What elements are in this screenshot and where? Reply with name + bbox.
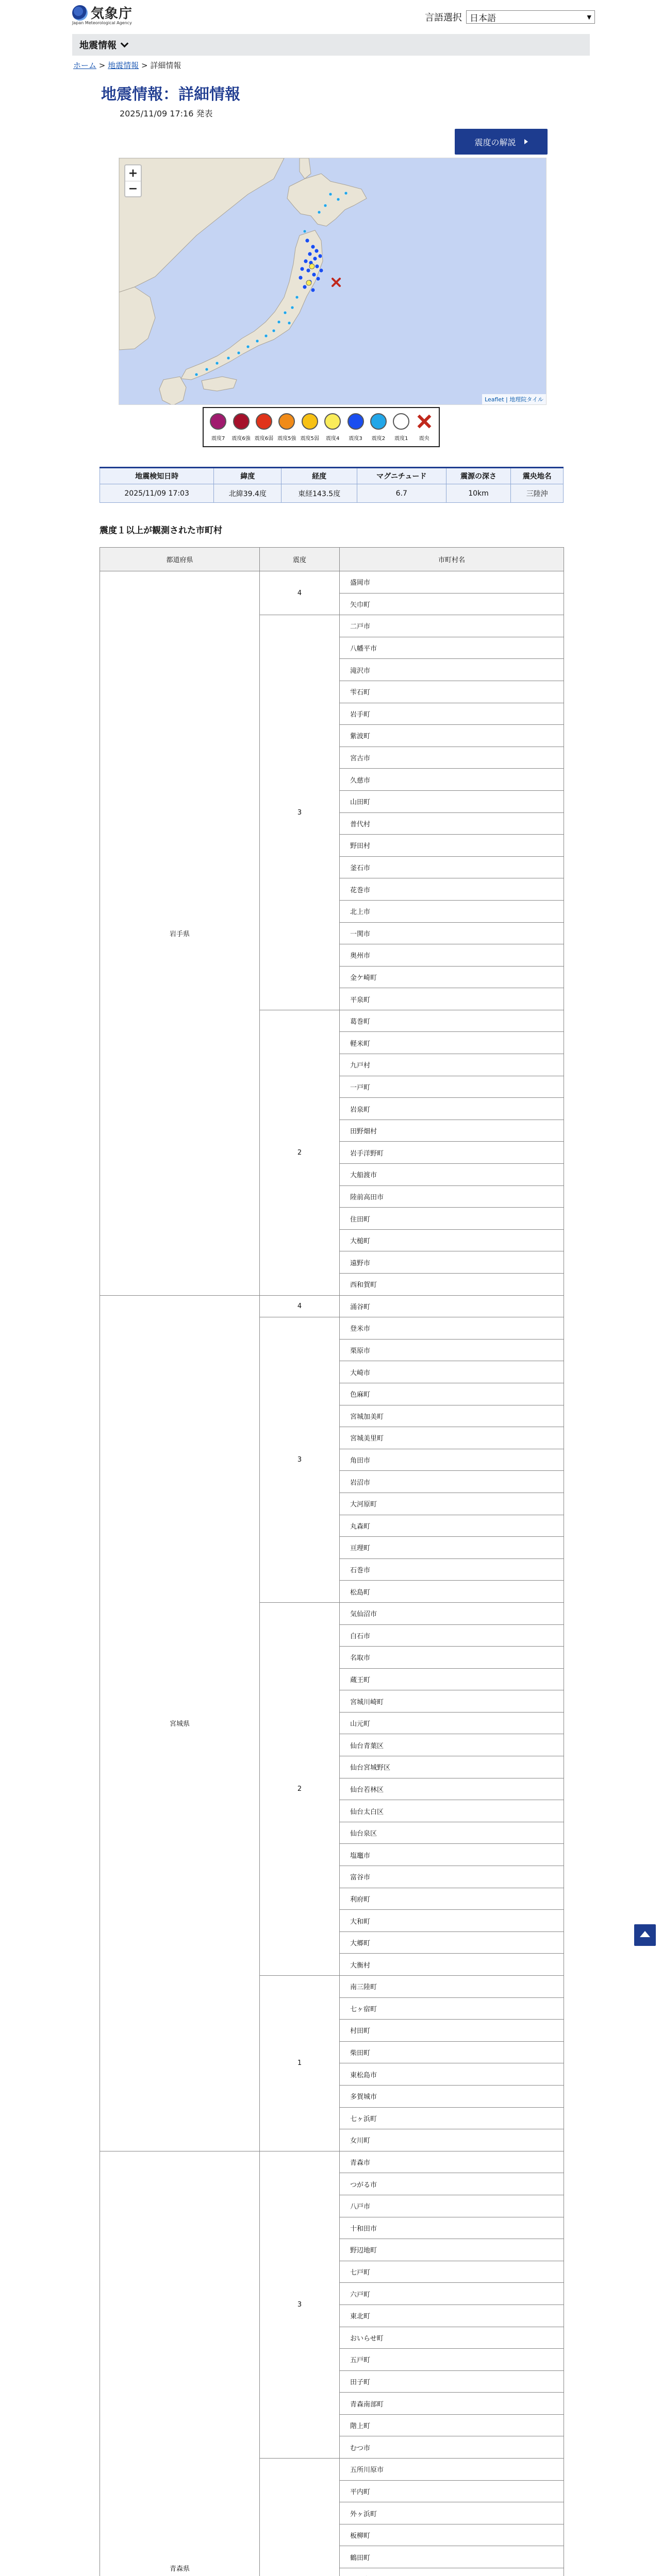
hokkaido-landmass	[287, 174, 367, 226]
municipality-cell: 東北町	[340, 2304, 564, 2327]
municipality-cell: つがる市	[340, 2173, 564, 2195]
intensity-cell: 4	[260, 571, 340, 615]
published-date: 2025/11/09 17:16 発表	[120, 109, 213, 118]
municipality-cell: 塩竈市	[340, 1844, 564, 1866]
intensity-cell: 3	[260, 1317, 340, 1603]
municipality-cell: 大和町	[340, 1910, 564, 1932]
municipality-cell: 花巻市	[340, 878, 564, 901]
legend-item	[345, 413, 366, 442]
intensity-legend	[203, 407, 440, 447]
municipality-cell: 多賀城市	[340, 2085, 564, 2107]
municipality-cell: 七戸町	[340, 2261, 564, 2283]
legend-item	[231, 413, 252, 442]
legend-swatch	[210, 413, 226, 430]
municipality-cell: 宮城美里町	[340, 1427, 564, 1449]
chevron-down-icon	[121, 39, 129, 47]
municipality-cell: 遠野市	[340, 1251, 564, 1274]
intensity-cell: 2	[260, 1602, 340, 1975]
prefecture-cell: 宮城県	[100, 1295, 260, 2151]
summary-header-cell: 震源の深さ	[446, 468, 511, 484]
legend-label: 震度1	[394, 435, 408, 442]
legend-label: 震度6弱	[254, 435, 274, 442]
municipality-cell: 田子町	[340, 2370, 564, 2393]
city-header-cell: 市町村名	[340, 548, 564, 571]
table-row	[100, 571, 564, 594]
municipality-cell: 雫石町	[340, 681, 564, 703]
municipality-cell: 仙台泉区	[340, 1822, 564, 1844]
municipality-cell: 釜石市	[340, 856, 564, 878]
municipality-cell: 村田町	[340, 2020, 564, 2042]
municipality-cell: 仙台青葉区	[340, 1734, 564, 1756]
municipality-cell: 大郷町	[340, 1931, 564, 1954]
municipality-cell: 盛岡市	[340, 571, 564, 594]
legend-item	[276, 413, 297, 442]
municipality-cell: 大崎市	[340, 1361, 564, 1383]
municipality-cell: 女川町	[340, 2129, 564, 2151]
language-selector	[425, 10, 595, 24]
breadcrumb-eq-info[interactable]: 地震情報	[108, 61, 139, 70]
municipality-cell: 滝沢市	[340, 659, 564, 681]
legend-item	[391, 413, 411, 442]
global-nav	[72, 34, 590, 56]
municipality-cell: むつ市	[340, 2436, 564, 2459]
legend-swatch	[233, 413, 250, 430]
municipality-cell: 丸森町	[340, 1515, 564, 1537]
summary-cell: 北緯39.4度	[214, 484, 282, 503]
municipality-cell: 岩泉町	[340, 1098, 564, 1120]
municipality-cell: 南三陸町	[340, 1976, 564, 1998]
table-row	[100, 1295, 564, 1317]
municipality-cell: 山田町	[340, 790, 564, 812]
municipality-cell: 宮城川崎町	[340, 1690, 564, 1713]
summary-cell: 三陸沖	[511, 484, 564, 503]
legend-label: 震度5弱	[300, 435, 319, 442]
legend-item	[322, 413, 343, 442]
municipality-cell: 利府町	[340, 1888, 564, 1910]
legend-swatch	[347, 413, 364, 430]
language-label: 言語選択	[425, 12, 462, 23]
legend-item	[414, 413, 435, 442]
municipality-cell: 八戸市	[340, 2195, 564, 2217]
summary-header-cell: マグニチュード	[357, 468, 446, 484]
municipality-cell: 大槌町	[340, 1229, 564, 1251]
language-select[interactable]	[466, 10, 595, 24]
municipality-cell: 大衡村	[340, 1954, 564, 1976]
municipality-cell: 松島町	[340, 1581, 564, 1603]
municipality-cell: 青森南部町	[340, 2393, 564, 2415]
legend-label: 震度6強	[231, 435, 251, 442]
municipality-cell: 青森市	[340, 2151, 564, 2173]
language-value: 日本語	[470, 13, 496, 24]
intensity-map[interactable]	[119, 158, 547, 405]
jma-logo-icon	[72, 5, 88, 21]
page-title: 地震情報：詳細情報	[101, 86, 240, 104]
legend-swatch	[324, 413, 341, 430]
municipality-cell: 一関市	[340, 922, 564, 944]
municipality-cell: 仙台若林区	[340, 1778, 564, 1800]
map-attribution[interactable]: Leaflet | 地理院タイル	[482, 394, 546, 404]
municipality-cell: 大河原町	[340, 1493, 564, 1515]
municipality-cell: 五戸町	[340, 2349, 564, 2371]
municipality-cell: 涌谷町	[340, 1295, 564, 1317]
summary-cell: 6.7	[357, 484, 446, 503]
municipality-cell: 気仙沼市	[340, 1602, 564, 1624]
municipality-cell: 一戸町	[340, 1076, 564, 1098]
municipality-cell: 階上町	[340, 2414, 564, 2436]
municipality-cell: 平泉町	[340, 988, 564, 1010]
legend-label: 震度4	[325, 435, 340, 442]
legend-item	[254, 413, 274, 442]
city-header-cell: 震度	[260, 548, 340, 571]
breadcrumb-home[interactable]: ホーム	[73, 61, 97, 70]
logo-text: 気象庁	[91, 6, 133, 22]
earthquake-summary-table	[100, 467, 564, 503]
summary-cell: 2025/11/09 17:03	[100, 484, 214, 503]
section-title: 震度１以上が観測された市町村	[100, 526, 222, 536]
legend-swatch	[370, 413, 387, 430]
legend-item	[368, 413, 389, 442]
municipality-cell: 大船渡市	[340, 1164, 564, 1186]
page-top-button[interactable]	[634, 1924, 656, 1946]
city-intensity-table	[100, 547, 564, 2576]
municipality-cell: 岩手洋野町	[340, 1142, 564, 1164]
summary-header-cell: 震央地名	[511, 468, 564, 484]
municipality-cell: 七ヶ浜町	[340, 2107, 564, 2129]
table-row	[100, 2151, 564, 2173]
intensity-cell: 2	[260, 1010, 340, 1295]
intensity-cell: 3	[260, 2151, 340, 2458]
municipality-cell: 富谷市	[340, 1866, 564, 1888]
municipality-cell: 栗原市	[340, 1339, 564, 1361]
municipality-cell: 五所川原市	[340, 2459, 564, 2481]
municipality-cell: 平内町	[340, 2480, 564, 2502]
municipality-cell: 山元町	[340, 1712, 564, 1734]
municipality-cell: 名取市	[340, 1647, 564, 1669]
summary-cell: 10km	[446, 484, 511, 503]
intensity-cell: 4	[260, 1295, 340, 1317]
zoom-in-button[interactable]: +	[128, 166, 138, 180]
municipality-cell: 野辺地町	[340, 2239, 564, 2261]
municipality-cell: 仙台宮城野区	[340, 1756, 564, 1778]
municipality-cell: 十和田市	[340, 2217, 564, 2239]
municipality-cell: 岩沼市	[340, 1471, 564, 1493]
municipality-cell: 石巻市	[340, 1558, 564, 1581]
chevron-down-icon: ▼	[587, 13, 591, 21]
mainland-landmass	[119, 158, 284, 292]
intensity-cell	[260, 2459, 340, 2576]
municipality-cell: 白石市	[340, 1624, 564, 1647]
municipality-cell: 矢巾町	[340, 593, 564, 615]
municipality-cell: 久慈市	[340, 769, 564, 791]
municipality-cell: 軽米町	[340, 1032, 564, 1054]
legend-label: 震央	[419, 435, 429, 442]
municipality-cell: 柴田町	[340, 2041, 564, 2063]
summary-header-cell: 緯度	[214, 468, 282, 484]
nav-menu-label: 地震情報	[79, 40, 117, 51]
legend-label: 震度3	[349, 435, 362, 442]
municipality-cell: 宮古市	[340, 747, 564, 769]
municipality-cell	[340, 2568, 564, 2576]
municipality-cell: 田野畑村	[340, 1120, 564, 1142]
kyushu-landmass	[159, 377, 186, 405]
municipality-cell: 岩手町	[340, 703, 564, 725]
logo-subtext: Japan Meteorological Agency	[72, 21, 132, 25]
municipality-cell: 西和賀町	[340, 1274, 564, 1296]
municipality-cell: おいらせ町	[340, 2327, 564, 2349]
prefecture-cell: 青森県	[100, 2151, 260, 2576]
korea-landmass	[119, 287, 155, 350]
intensity-cell: 1	[260, 1976, 340, 2151]
municipality-cell: 板柳町	[340, 2524, 564, 2546]
municipality-cell: 六戸町	[340, 2283, 564, 2305]
honshu-landmass	[181, 230, 323, 380]
legend-label: 震度2	[371, 435, 386, 442]
municipality-cell: 八幡平市	[340, 637, 564, 659]
municipality-cell: 九戸村	[340, 1054, 564, 1076]
municipality-cell: 七ヶ宿町	[340, 1997, 564, 2020]
legend-swatch	[256, 413, 272, 430]
city-header-cell: 都道府県	[100, 548, 260, 571]
legend-swatch	[393, 413, 409, 430]
legend-swatch	[278, 413, 295, 430]
municipality-cell: 蔵王町	[340, 1668, 564, 1690]
intensity-explanation-button[interactable]: 震度の解説	[455, 129, 548, 155]
municipality-cell: 角田市	[340, 1449, 564, 1471]
legend-swatch	[302, 413, 318, 430]
municipality-cell: 金ケ崎町	[340, 966, 564, 988]
municipality-cell: 色麻町	[340, 1383, 564, 1405]
jma-logo[interactable]	[72, 3, 133, 22]
municipality-cell: 二戸市	[340, 615, 564, 637]
zoom-out-button[interactable]: −	[125, 181, 141, 196]
municipality-cell: 外ヶ浜町	[340, 2502, 564, 2524]
municipality-cell: 北上市	[340, 900, 564, 922]
municipality-cell: 野田村	[340, 835, 564, 857]
summary-cell: 東経143.5度	[282, 484, 357, 503]
municipality-cell: 葛巻町	[340, 1010, 564, 1032]
nav-menu-earthquake[interactable]	[79, 34, 127, 56]
site-header	[0, 0, 662, 32]
summary-header-cell: 経度	[282, 468, 357, 484]
legend-label: 震度5強	[277, 435, 296, 442]
municipality-cell: 鶴田町	[340, 2546, 564, 2568]
city-table-container	[100, 547, 564, 2576]
municipality-cell: 住田町	[340, 1208, 564, 1230]
sakhalin-landmass	[300, 158, 311, 179]
zoom-control	[124, 164, 142, 197]
municipality-cell: 登米市	[340, 1317, 564, 1340]
summary-header-row	[100, 468, 564, 484]
municipality-cell: 仙台太白区	[340, 1800, 564, 1822]
epicenter-icon	[333, 279, 340, 286]
summary-data-row	[100, 484, 564, 503]
city-header-row	[100, 548, 564, 571]
breadcrumb-separator: >	[141, 61, 148, 70]
legend-label: 震度7	[211, 435, 225, 442]
shikoku-landmass	[202, 377, 237, 391]
municipality-cell: 亘理町	[340, 1537, 564, 1559]
legend-item	[208, 413, 228, 442]
intensity-cell: 3	[260, 615, 340, 1010]
municipality-cell: 宮城加美町	[340, 1405, 564, 1427]
summary-header-cell: 地震検知日時	[100, 468, 214, 484]
municipality-cell: 東松島市	[340, 2063, 564, 2086]
breadcrumb	[73, 60, 181, 71]
breadcrumb-separator: >	[98, 61, 106, 70]
map-canvas	[119, 158, 547, 405]
municipality-cell: 紫波町	[340, 725, 564, 747]
breadcrumb-current: 詳細情報	[150, 61, 181, 70]
municipality-cell: 普代村	[340, 812, 564, 835]
municipality-cell: 奥州市	[340, 944, 564, 967]
legend-item	[300, 413, 320, 442]
x-icon	[416, 413, 433, 430]
municipality-cell: 陸前高田市	[340, 1185, 564, 1208]
prefecture-cell: 岩手県	[100, 571, 260, 1296]
